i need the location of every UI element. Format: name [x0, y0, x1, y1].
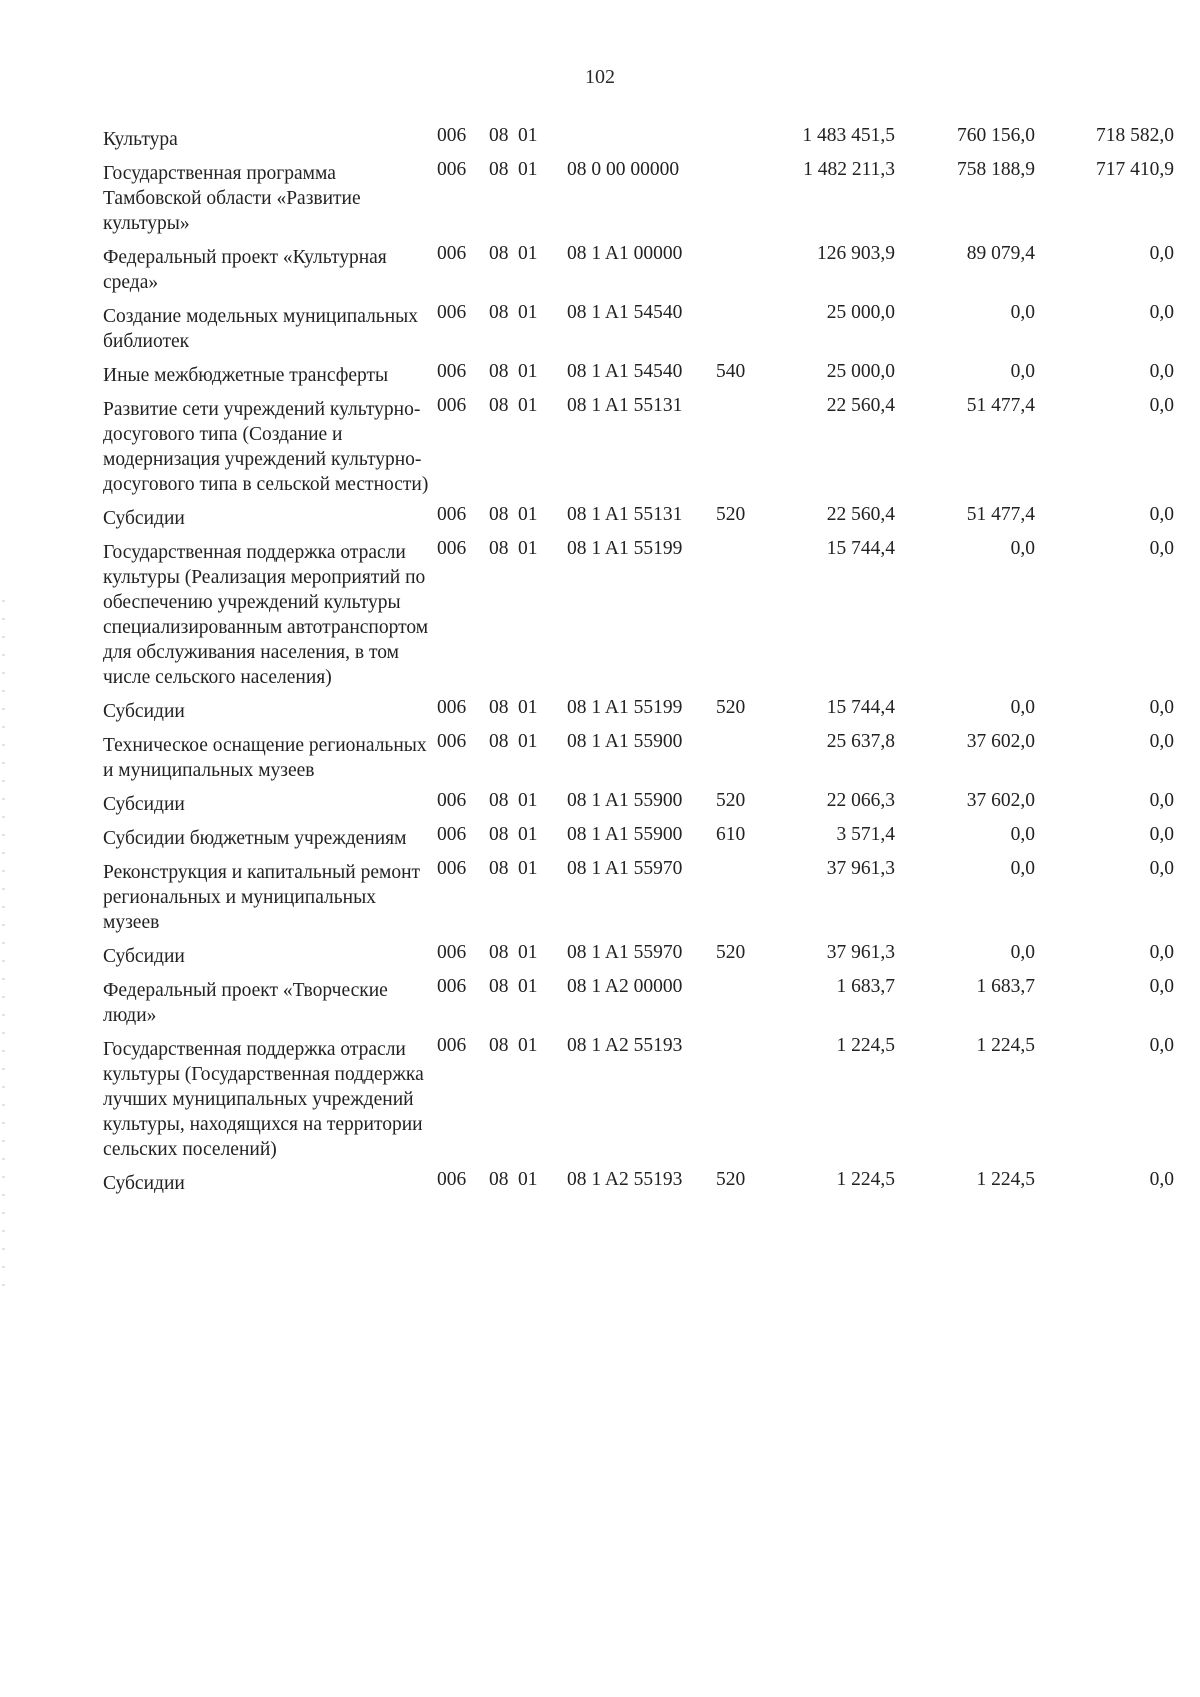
row-name: Государственная поддержка отрасли культуры (Реализация мероприятий по обеспечению учреждений культуры специализированным автотранспортом для обслуживания населения, в том числе сельского населения)	[103, 542, 429, 688]
row-target-article-code: 08 1 A1 55131	[567, 395, 683, 416]
row-amount-3: 718 582,0	[1096, 125, 1174, 146]
row-amount-3: 0,0	[1149, 824, 1174, 845]
row-section-code: 08	[489, 790, 509, 811]
row-section-code: 08	[489, 361, 509, 382]
row-target-article-code: 08 1 A1 54540	[567, 302, 683, 323]
row-ved-code: 006	[437, 858, 467, 879]
row-amount-1: 1 224,5	[836, 1169, 895, 1190]
row-subsection-code: 01	[518, 976, 538, 997]
row-target-article-code: 08 1 A1 55131	[567, 504, 683, 525]
row-name: Федеральный проект «Творческие люди»	[103, 980, 388, 1026]
row-amount-3: 0,0	[1149, 1035, 1174, 1056]
row-amount-3: 0,0	[1149, 395, 1174, 416]
row-name: Субсидии бюджетным учреждениям	[103, 828, 407, 849]
row-name: Иные межбюджетные трансферты	[103, 365, 389, 386]
row-subsection-code: 01	[518, 538, 538, 559]
table-row	[0, 393, 1200, 502]
page-number: 102	[585, 66, 615, 88]
row-expense-type-code: 520	[716, 942, 746, 963]
row-ved-code: 006	[437, 538, 467, 559]
row-section-code: 08	[489, 395, 509, 416]
table-row	[0, 157, 1200, 241]
row-ved-code: 006	[437, 395, 467, 416]
row-amount-3: 0,0	[1149, 697, 1174, 718]
table-row	[0, 1167, 1200, 1201]
row-section-code: 08	[489, 243, 509, 264]
row-expense-type-code: 610	[716, 824, 746, 845]
row-target-article-code: 08 1 A1 54540	[567, 361, 683, 382]
row-name: Создание модельных муниципальных библиотек	[103, 306, 418, 352]
row-amount-2: 0,0	[1010, 697, 1035, 718]
row-target-article-code: 08 1 A1 55970	[567, 858, 683, 879]
row-name: Субсидии	[103, 794, 185, 815]
row-name: Субсидии	[103, 1173, 185, 1194]
row-target-article-code: 08 1 A1 00000	[567, 243, 683, 264]
row-target-article-code: 08 0 00 00000	[567, 159, 680, 180]
row-amount-1: 37 961,3	[826, 858, 895, 879]
row-name: Субсидии	[103, 508, 185, 529]
row-amount-3: 0,0	[1149, 942, 1174, 963]
row-name: Субсидии	[103, 946, 185, 967]
row-name: Субсидии	[103, 701, 185, 722]
row-amount-2: 0,0	[1010, 538, 1035, 559]
row-ved-code: 006	[437, 1169, 467, 1190]
table-row	[0, 359, 1200, 393]
row-ved-code: 006	[437, 942, 467, 963]
row-amount-1: 3 571,4	[836, 824, 895, 845]
table-row	[0, 788, 1200, 822]
table-row	[0, 974, 1200, 1033]
row-ved-code: 006	[437, 159, 467, 180]
row-ved-code: 006	[437, 1035, 467, 1056]
row-subsection-code: 01	[518, 125, 538, 146]
row-amount-3: 0,0	[1149, 731, 1174, 752]
row-amount-2: 37 602,0	[966, 731, 1035, 752]
row-amount-1: 22 560,4	[826, 504, 895, 525]
row-amount-1: 25 000,0	[826, 361, 895, 382]
table-row	[0, 536, 1200, 695]
row-name: Культура	[103, 129, 178, 150]
row-name: Федеральный проект «Культурная среда»	[103, 247, 387, 293]
row-amount-2: 37 602,0	[966, 790, 1035, 811]
row-subsection-code: 01	[518, 1169, 538, 1190]
scan-edge-marks	[2, 600, 5, 1300]
row-section-code: 08	[489, 976, 509, 997]
row-target-article-code: 08 1 A2 00000	[567, 976, 683, 997]
table-row	[0, 123, 1200, 157]
row-section-code: 08	[489, 1169, 509, 1190]
row-section-code: 08	[489, 731, 509, 752]
row-amount-2: 1 224,5	[976, 1169, 1035, 1190]
row-amount-1: 1 683,7	[836, 976, 895, 997]
row-amount-2: 760 156,0	[957, 125, 1035, 146]
row-expense-type-code: 540	[716, 361, 746, 382]
row-amount-2: 0,0	[1010, 302, 1035, 323]
row-section-code: 08	[489, 504, 509, 525]
row-ved-code: 006	[437, 976, 467, 997]
row-expense-type-code: 520	[716, 1169, 746, 1190]
row-target-article-code: 08 1 A1 55970	[567, 942, 683, 963]
row-subsection-code: 01	[518, 824, 538, 845]
row-amount-1: 22 066,3	[826, 790, 895, 811]
row-target-article-code: 08 1 A1 55199	[567, 697, 683, 718]
table-row	[0, 695, 1200, 729]
row-expense-type-code: 520	[716, 504, 746, 525]
row-amount-3: 0,0	[1149, 243, 1174, 264]
row-amount-2: 758 188,9	[957, 159, 1035, 180]
row-amount-1: 22 560,4	[826, 395, 895, 416]
row-ved-code: 006	[437, 790, 467, 811]
row-amount-3: 0,0	[1149, 858, 1174, 879]
row-amount-2: 89 079,4	[966, 243, 1035, 264]
row-subsection-code: 01	[518, 1035, 538, 1056]
row-subsection-code: 01	[518, 243, 538, 264]
table-row	[0, 856, 1200, 940]
row-amount-1: 15 744,4	[826, 538, 895, 559]
row-amount-1: 15 744,4	[826, 697, 895, 718]
row-subsection-code: 01	[518, 302, 538, 323]
row-name: Развитие сети учреждений культурно-досугового типа (Создание и модернизация учреждений культурно-досугового типа в сельской местности)	[103, 399, 429, 495]
row-amount-3: 0,0	[1149, 976, 1174, 997]
row-section-code: 08	[489, 125, 509, 146]
row-section-code: 08	[489, 1035, 509, 1056]
table-row	[0, 1033, 1200, 1167]
row-ved-code: 006	[437, 125, 467, 146]
row-subsection-code: 01	[518, 159, 538, 180]
row-amount-1: 25 637,8	[826, 731, 895, 752]
table-row	[0, 822, 1200, 856]
row-name: Государственная программа Тамбовской области «Развитие культуры»	[103, 163, 361, 234]
row-amount-3: 0,0	[1149, 538, 1174, 559]
row-amount-2: 51 477,4	[966, 395, 1035, 416]
row-section-code: 08	[489, 538, 509, 559]
row-name: Реконструкция и капитальный ремонт региональных и муниципальных музеев	[103, 862, 421, 933]
row-ved-code: 006	[437, 361, 467, 382]
row-amount-2: 51 477,4	[966, 504, 1035, 525]
row-amount-2: 0,0	[1010, 942, 1035, 963]
row-amount-2: 0,0	[1010, 361, 1035, 382]
row-name: Государственная поддержка отрасли культуры (Государственная поддержка лучших муниципальных учреждений культуры, находящихся на территории сельских поселений)	[103, 1039, 424, 1160]
row-subsection-code: 01	[518, 361, 538, 382]
row-amount-1: 1 482 211,3	[803, 159, 895, 180]
row-amount-2: 0,0	[1010, 824, 1035, 845]
row-expense-type-code: 520	[716, 697, 746, 718]
row-amount-1: 25 000,0	[826, 302, 895, 323]
row-target-article-code: 08 1 A2 55193	[567, 1169, 683, 1190]
row-section-code: 08	[489, 942, 509, 963]
row-subsection-code: 01	[518, 731, 538, 752]
table-row	[0, 502, 1200, 536]
row-amount-2: 1 683,7	[976, 976, 1035, 997]
row-ved-code: 006	[437, 302, 467, 323]
row-section-code: 08	[489, 159, 509, 180]
row-amount-3: 0,0	[1149, 1169, 1174, 1190]
row-ved-code: 006	[437, 731, 467, 752]
row-target-article-code: 08 1 A1 55900	[567, 731, 683, 752]
row-amount-3: 0,0	[1149, 790, 1174, 811]
row-amount-3: 0,0	[1149, 361, 1174, 382]
row-section-code: 08	[489, 697, 509, 718]
row-expense-type-code: 520	[716, 790, 746, 811]
row-section-code: 08	[489, 302, 509, 323]
row-target-article-code: 08 1 A1 55900	[567, 824, 683, 845]
table-row	[0, 300, 1200, 359]
row-target-article-code: 08 1 A2 55193	[567, 1035, 683, 1056]
row-subsection-code: 01	[518, 858, 538, 879]
row-amount-3: 0,0	[1149, 302, 1174, 323]
row-name: Техническое оснащение региональных и муниципальных музеев	[103, 735, 427, 781]
row-amount-2: 0,0	[1010, 858, 1035, 879]
row-ved-code: 006	[437, 243, 467, 264]
row-section-code: 08	[489, 824, 509, 845]
row-amount-1: 1 483 451,5	[802, 125, 895, 146]
row-amount-1: 37 961,3	[826, 942, 895, 963]
row-ved-code: 006	[437, 697, 467, 718]
table-row	[0, 241, 1200, 300]
row-amount-1: 126 903,9	[817, 243, 895, 264]
row-subsection-code: 01	[518, 942, 538, 963]
row-subsection-code: 01	[518, 395, 538, 416]
row-subsection-code: 01	[518, 504, 538, 525]
row-amount-3: 717 410,9	[1096, 159, 1174, 180]
row-subsection-code: 01	[518, 697, 538, 718]
row-target-article-code: 08 1 A1 55900	[567, 790, 683, 811]
row-amount-3: 0,0	[1149, 504, 1174, 525]
table-row	[0, 940, 1200, 974]
table-row	[0, 729, 1200, 788]
budget-table	[0, 123, 1200, 1201]
row-target-article-code: 08 1 A1 55199	[567, 538, 683, 559]
row-amount-1: 1 224,5	[836, 1035, 895, 1056]
row-section-code: 08	[489, 858, 509, 879]
row-ved-code: 006	[437, 504, 467, 525]
row-ved-code: 006	[437, 824, 467, 845]
row-amount-2: 1 224,5	[976, 1035, 1035, 1056]
row-subsection-code: 01	[518, 790, 538, 811]
